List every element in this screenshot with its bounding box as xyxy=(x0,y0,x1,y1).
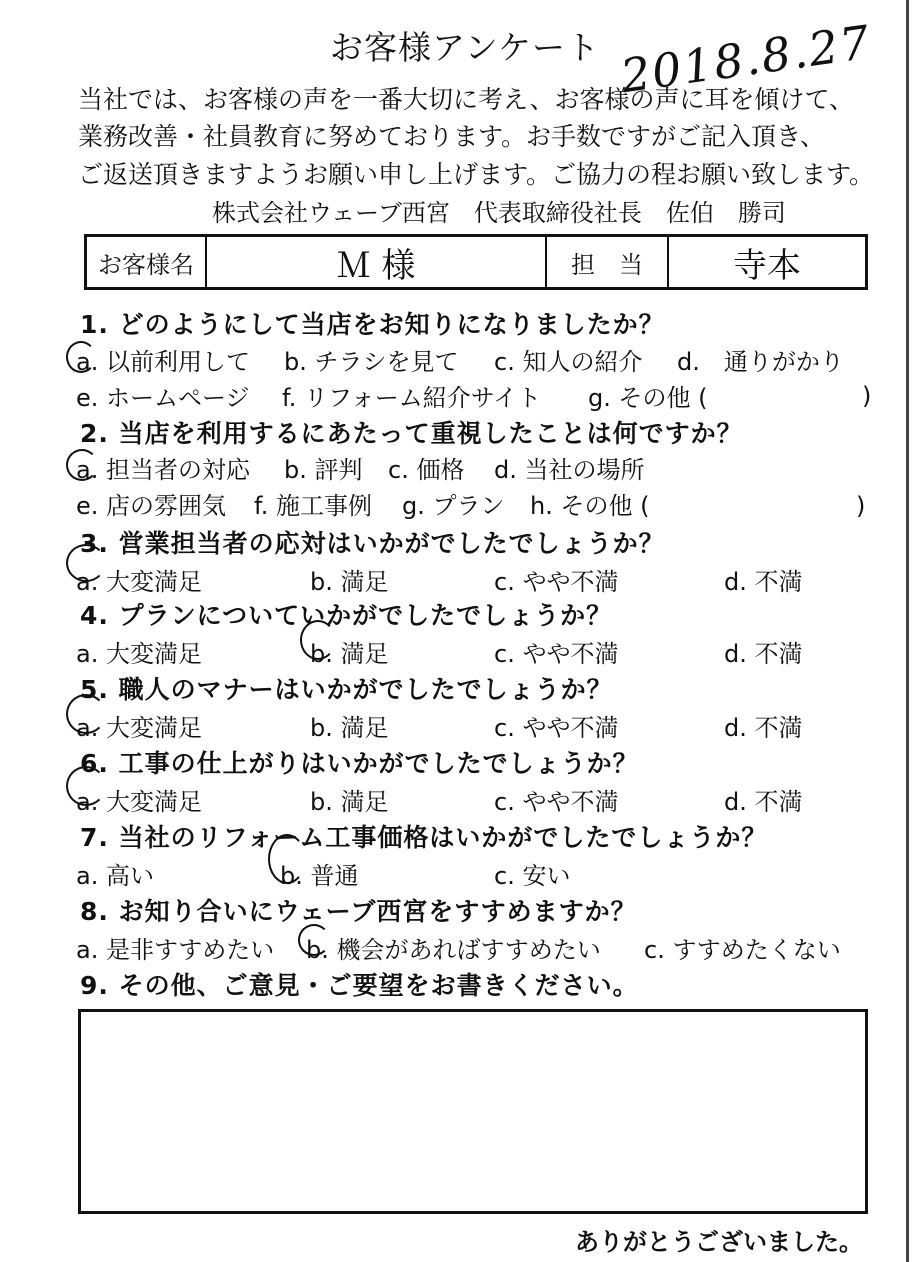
question-6: 6. 工事の仕上がりはいかがでしたでしょうか？ xyxy=(80,749,639,778)
q4-option-b[interactable]: b. 満足 xyxy=(310,640,389,668)
q8-option-a[interactable]: a. 是非すすめたい xyxy=(76,936,275,964)
q4-option-d[interactable]: d. 不満 xyxy=(724,640,803,668)
q2-close-paren: ) xyxy=(856,492,866,520)
q2-option-f[interactable]: f. 施工事例 xyxy=(254,492,372,520)
intro-line-1: 当社では、お客様の声を一番大切に考え、お客様の声に耳を傾けて、 xyxy=(78,85,855,114)
q2-option-g[interactable]: g. プラン xyxy=(402,492,505,520)
q7-option-a[interactable]: a. 高い xyxy=(76,862,154,890)
q4-option-a[interactable]: a. 大変満足 xyxy=(76,640,202,668)
q3-option-b[interactable]: b. 満足 xyxy=(310,568,389,596)
q5-option-b[interactable]: b. 満足 xyxy=(310,714,389,742)
q1-option-c[interactable]: c. 知人の紹介 xyxy=(494,348,643,376)
company-line: 株式会社ウェーブ西宮 代表取締役社長 佐伯 勝司 xyxy=(212,199,786,227)
q2-option-d[interactable]: d. 当社の場所 xyxy=(494,456,645,484)
q3-option-c[interactable]: c. やや不満 xyxy=(494,568,619,596)
staff-field[interactable]: 寺本 xyxy=(733,245,801,286)
q2-option-h[interactable]: h. その他 ( xyxy=(530,492,650,520)
q1-option-b[interactable]: b. チラシを見て xyxy=(284,348,459,376)
customer-info-table xyxy=(84,234,868,290)
q7-option-c[interactable]: c. 安い xyxy=(494,862,571,890)
intro-line-3: ご返送頂きますようお願い申し上げます。ご協力の程お願い致します。 xyxy=(78,160,875,189)
q6-option-a[interactable]: a. 大変満足 xyxy=(76,788,202,816)
q8-option-c[interactable]: c. すすめたくない xyxy=(644,936,841,964)
page-title: お客様アンケート xyxy=(330,28,601,67)
q1-option-e[interactable]: e. ホームページ xyxy=(76,384,250,412)
question-1: 1. どのようにして当店をお知りになりましたか？ xyxy=(80,310,665,339)
q1-option-d[interactable]: d. 通りがかり xyxy=(677,348,844,376)
q2-option-a[interactable]: a. 担当者の対応 xyxy=(76,456,250,484)
q6-option-b[interactable]: b. 満足 xyxy=(310,788,389,816)
q7-option-b[interactable]: b. 普通 xyxy=(280,862,359,890)
q5-option-c[interactable]: c. やや不満 xyxy=(494,714,619,742)
q1-option-a[interactable]: a. 以前利用して xyxy=(76,348,250,376)
q6-option-d[interactable]: d. 不満 xyxy=(724,788,803,816)
q5-option-a[interactable]: a. 大変満足 xyxy=(76,714,202,742)
question-9: 9. その他、ご意見・ご要望をお書きください。 xyxy=(80,971,639,1000)
q1-option-f[interactable]: f. リフォーム紹介サイト xyxy=(282,384,542,412)
q5-option-d[interactable]: d. 不満 xyxy=(724,714,803,742)
question-8: 8. お知り合いにウェーブ西宮をすすめますか？ xyxy=(80,897,637,926)
customer-name-field[interactable]: Ｍ 様 xyxy=(207,237,547,287)
question-4: 4. プランについていかがでしたでしょうか？ xyxy=(80,601,613,630)
question-2: 2. 当店を利用するにあたって重視したことは何ですか？ xyxy=(80,419,743,448)
customer-name-label: お客様名 xyxy=(87,237,207,287)
q1-close-paren: ) xyxy=(862,382,872,410)
thanks-text: ありがとうございました。 xyxy=(575,1228,863,1256)
q6-option-c[interactable]: c. やや不満 xyxy=(494,788,619,816)
handwritten-date: 2018.8.27 xyxy=(617,14,875,104)
intro-line-2: 業務改善・社員教育に努めております。お手数ですがご記入頂き、 xyxy=(78,122,826,151)
q8-option-b[interactable]: b. 機会があればすすめたい xyxy=(306,936,601,964)
q2-option-b[interactable]: b. 評判 xyxy=(284,456,363,484)
question-5: 5. 職人のマナーはいかがでしたでしょうか？ xyxy=(80,675,613,704)
question-3: 3. 営業担当者の応対はいかがでしたでしょうか？ xyxy=(80,529,665,558)
q4-option-c[interactable]: c. やや不満 xyxy=(494,640,619,668)
staff-label: 担 当 xyxy=(547,237,669,287)
scan-edge-line xyxy=(906,0,909,1262)
q3-option-a[interactable]: a. 大変満足 xyxy=(76,568,202,596)
q2-option-c[interactable]: c. 価格 xyxy=(388,456,465,484)
comment-box[interactable] xyxy=(78,1009,868,1214)
q1-option-g[interactable]: g. その他 ( xyxy=(588,384,708,412)
question-7: 7. 当社のリフォーム工事価格はいかがでしたでしょうか？ xyxy=(80,823,768,852)
q2-option-e[interactable]: e. 店の雰囲気 xyxy=(76,492,227,520)
q3-option-d[interactable]: d. 不満 xyxy=(724,568,803,596)
